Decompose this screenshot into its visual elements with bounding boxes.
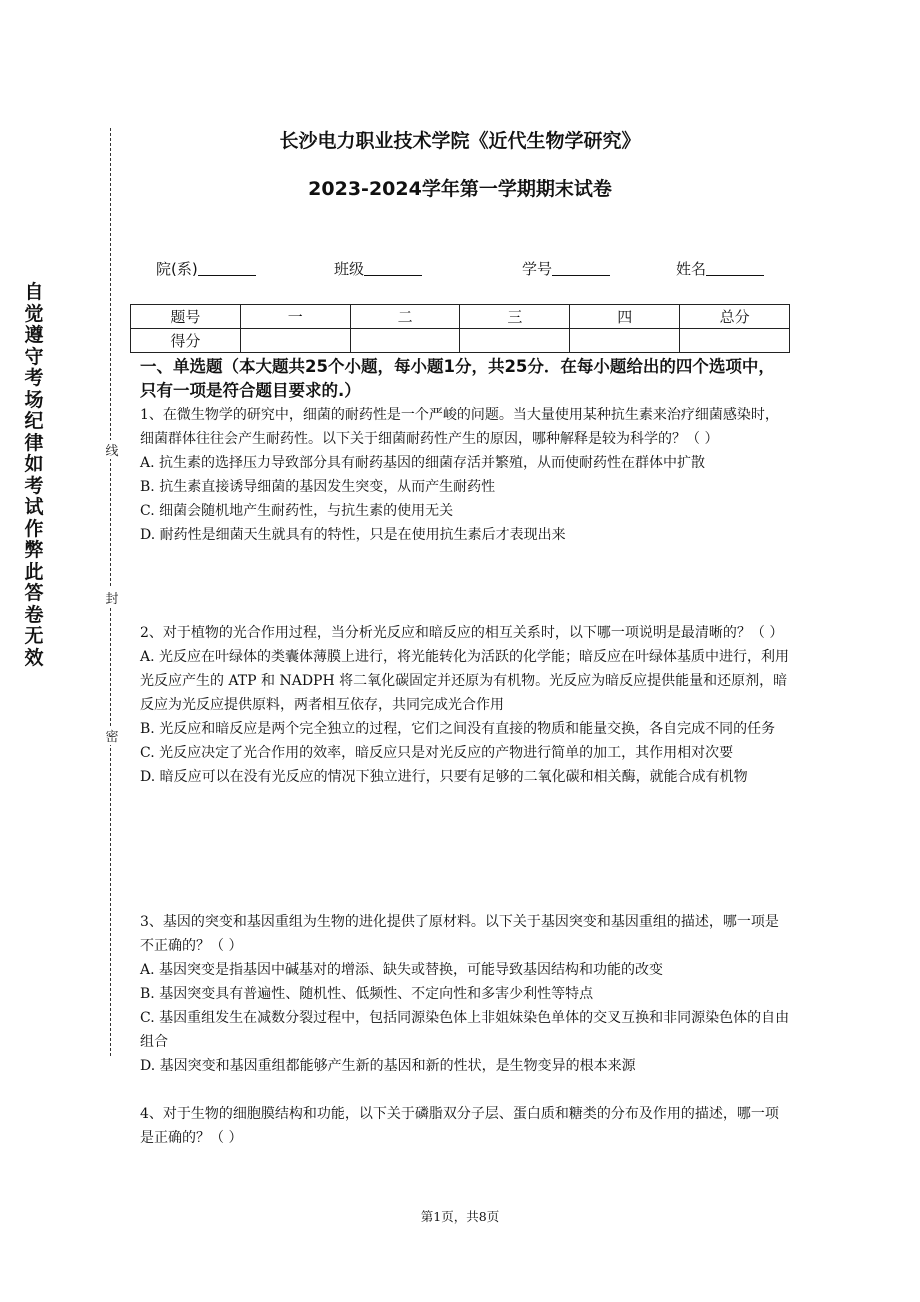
score-row-label: 得分: [131, 329, 241, 353]
seal-mark-line: 线: [105, 440, 119, 459]
option[interactable]: A. 抗生素的选择压力导致部分具有耐药基因的细菌存活并繁殖，从而使耐药性在群体中扩散: [140, 455, 706, 471]
notice-char: 律: [24, 431, 44, 454]
score-header-cell: 四: [570, 305, 680, 329]
notice-char: 考: [24, 367, 44, 389]
class-blank[interactable]: [364, 261, 422, 276]
dept-field[interactable]: [156, 258, 256, 279]
notice-char: 卷: [24, 603, 44, 626]
score-table: [130, 304, 790, 353]
notice-char: 此: [24, 560, 44, 583]
question-2: [140, 621, 790, 789]
dept-blank[interactable]: [198, 261, 256, 276]
option[interactable]: A. 光反应在叶绿体的类囊体薄膜上进行，将光能转化为活跃的化学能；暗反应在叶绿体基质中进行，利用光反应产生的 ATP 和 NADPH 将二氧化碳固定并还原为有机物。光反应为暗反应提供能量和还原剂，暗反应为光反应提供原料，两者相互依存，共同完成光合作用: [140, 649, 790, 713]
score-header-cell: 三: [460, 305, 570, 329]
notice-char: 无: [24, 625, 44, 647]
option[interactable]: D. 耐药性是细菌天生就具有的特性，只是在使用抗生素后才表现出来: [140, 527, 566, 543]
dept-label: 院(系): [156, 260, 198, 278]
option[interactable]: A. 基因突变是指基因中碱基对的增添、缺失或替换，可能导致基因结构和功能的改变: [140, 962, 664, 978]
option[interactable]: C. 细菌会随机地产生耐药性，与抗生素的使用无关: [140, 503, 454, 519]
score-cell[interactable]: [680, 329, 790, 353]
notice-char: 答: [24, 582, 44, 604]
name-label: 姓名: [676, 260, 707, 278]
question-stem: 1、在微生物学的研究中，细菌的耐药性是一个严峻的问题。当大量使用某种抗生素来治疗细菌感染时，细菌群体往往会产生耐药性。以下关于细菌耐药性产生的原因，哪种解释是较为科学的？（ ）: [140, 407, 779, 447]
student-id-label: 学号: [522, 260, 553, 278]
notice-char: 守: [24, 345, 44, 368]
option[interactable]: B. 抗生素直接诱导细菌的基因发生突变，从而产生耐药性: [140, 479, 496, 495]
notice-char: 自: [24, 281, 44, 303]
class-label: 班级: [334, 260, 365, 278]
question-1: [140, 403, 790, 547]
name-field[interactable]: [676, 258, 764, 279]
class-field[interactable]: [334, 258, 422, 279]
notice-char: 考: [24, 474, 44, 497]
student-id-blank[interactable]: [552, 261, 610, 276]
page-number: 第1页，共8页: [420, 1209, 500, 1224]
notice-char: 纪: [24, 410, 44, 432]
notice-char: 如: [24, 453, 44, 475]
exam-discipline-notice: [22, 282, 46, 669]
notice-char: 觉: [24, 302, 44, 325]
notice-char: 场: [24, 388, 44, 411]
notice-char: 试: [24, 496, 44, 518]
score-header-cell: 总分: [680, 305, 790, 329]
score-cell[interactable]: [570, 329, 680, 353]
score-header-cell: 二: [350, 305, 460, 329]
score-cell[interactable]: [350, 329, 460, 353]
seal-mark-secret: 密: [105, 726, 119, 745]
option[interactable]: C. 光反应决定了光合作用的效率，暗反应只是对光反应的产物进行简单的加工，其作用相对次要: [140, 745, 734, 761]
question-stem: 2、对于植物的光合作用过程，当分析光反应和暗反应的相互关系时，以下哪一项说明是最清晰的？（ ）: [140, 625, 784, 641]
name-blank[interactable]: [706, 261, 764, 276]
section-heading: 一、单选题（本大题共25个小题，每小题1分，共25分．在每小题给出的四个选项中，只有一项是符合题目要求的.）: [140, 357, 775, 400]
notice-char: 遵: [24, 324, 44, 346]
exam-title-term: 2023-2024学年第一学期期末试卷: [308, 178, 612, 200]
score-cell[interactable]: [240, 329, 350, 353]
notice-char: 作: [24, 517, 44, 540]
notice-char: 弊: [24, 539, 44, 561]
question-3: [140, 910, 790, 1078]
score-header-cell: 题号: [131, 305, 241, 329]
score-cell[interactable]: [460, 329, 570, 353]
score-header-cell: 一: [240, 305, 350, 329]
score-table-score-row: [131, 329, 790, 353]
question-stem: 3、基因的突变和基因重组为生物的进化提供了原材料。以下关于基因突变和基因重组的描述，哪一项是不正确的？（ ）: [140, 914, 779, 954]
question-4: [140, 1102, 790, 1150]
student-id-field[interactable]: [522, 258, 610, 279]
option[interactable]: B. 光反应和暗反应是两个完全独立的过程，它们之间没有直接的物质和能量交换，各自完成不同的任务: [140, 721, 776, 737]
question-stem: 4、对于生物的细胞膜结构和功能，以下关于磷脂双分子层、蛋白质和糖类的分布及作用的描述，哪一项是正确的？（ ）: [140, 1106, 779, 1146]
option[interactable]: D. 基因突变和基因重组都能够产生新的基因和新的性状，是生物变异的根本来源: [140, 1058, 636, 1074]
seal-mark-seal: 封: [105, 588, 119, 607]
option[interactable]: B. 基因突变具有普遍性、随机性、低频性、不定向性和多害少利性等特点: [140, 986, 594, 1002]
exam-title-school: 长沙电力职业技术学院《近代生物学研究》: [279, 130, 641, 152]
option[interactable]: D. 暗反应可以在没有光反应的情况下独立进行，只要有足够的二氧化碳和相关酶，就能合成有机物: [140, 769, 748, 785]
notice-char: 效: [24, 646, 44, 669]
option[interactable]: C. 基因重组发生在减数分裂过程中，包括同源染色体上非姐妹染色单体的交叉互换和非同源染色体的自由组合: [140, 1010, 790, 1050]
score-table-header-row: [131, 305, 790, 329]
